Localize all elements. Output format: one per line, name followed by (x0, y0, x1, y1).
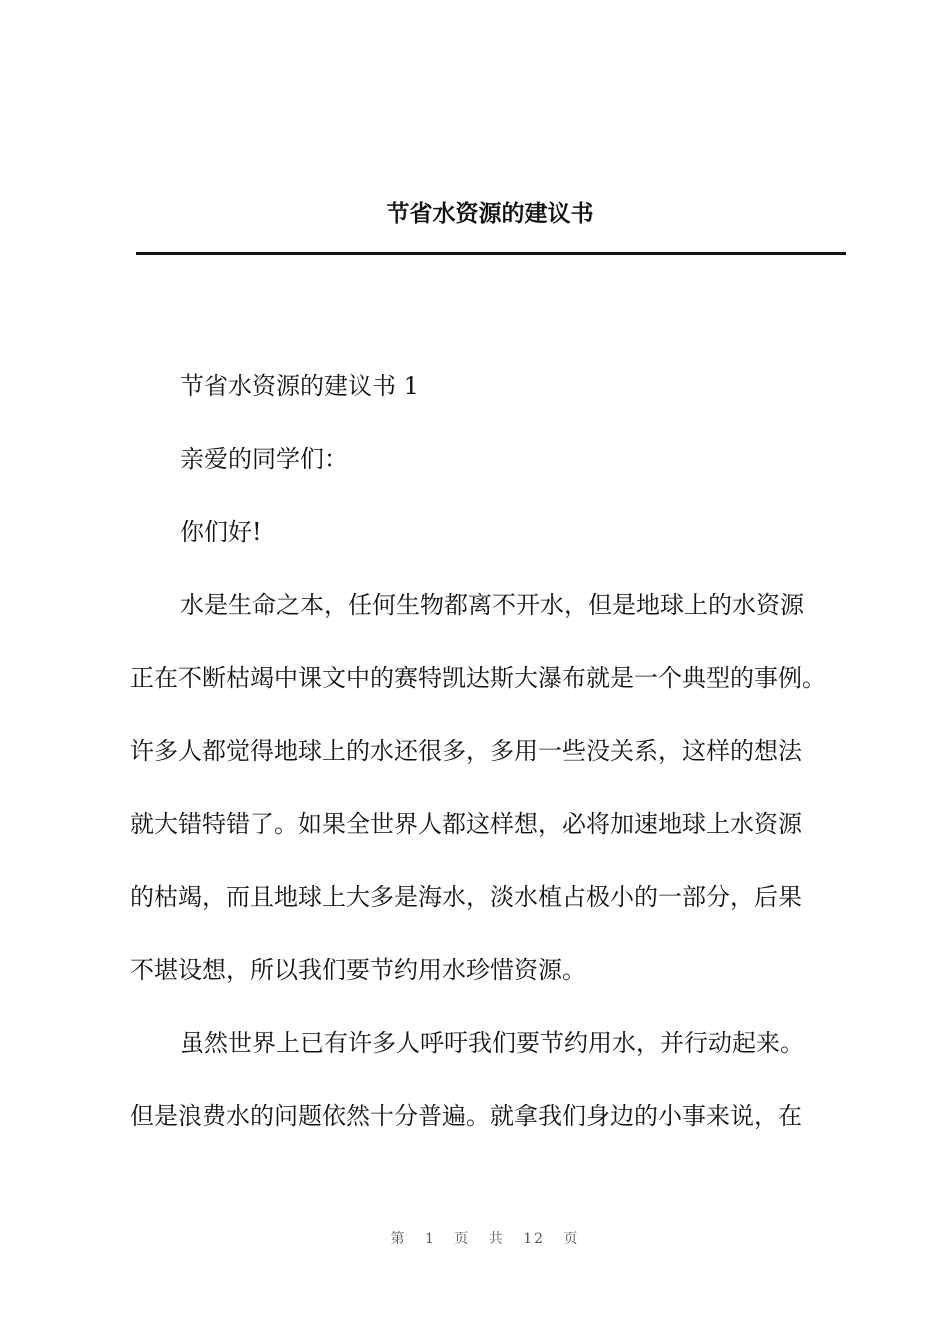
paragraph-line: 就大错特错了。如果全世界人都这样想，必将加速地球上水资源 (130, 810, 802, 838)
greeting: 你们好! (180, 518, 262, 546)
document-body (130, 350, 850, 1153)
paragraph-line: 正在不断枯竭中课文中的赛特凯达斯大瀑布就是一个典型的事例。 (130, 664, 826, 692)
salutation: 亲爱的同学们： (180, 445, 348, 473)
paragraph-line: 的枯竭，而且地球上大多是海水，淡水植占极小的一部分，后果 (130, 883, 802, 911)
page-number-footer: 第 1 页 共 12 页 (390, 1231, 580, 1247)
paragraph-2 (130, 1007, 850, 1153)
section-heading: 节省水资源的建议书 1 (180, 372, 419, 400)
paragraph-line: 许多人都觉得地球上的水还很多，多用一些没关系，这样的想法 (130, 737, 802, 765)
paragraph-1 (130, 569, 850, 1007)
paragraph-line: 水是生命之本，任何生物都离不开水，但是地球上的水资源 (180, 591, 804, 619)
document-title: 节省水资源的建议书 (386, 201, 594, 227)
paragraph-line: 但是浪费水的问题依然十分普遍。就拿我们身边的小事来说，在 (130, 1102, 802, 1130)
paragraph-line: 虽然世界上已有许多人呼吁我们要节约用水，并行动起来。 (180, 1029, 804, 1057)
paragraph-line: 不堪设想，所以我们要节约用水珍惜资源。 (130, 956, 586, 984)
title-underline-rule (136, 252, 846, 255)
